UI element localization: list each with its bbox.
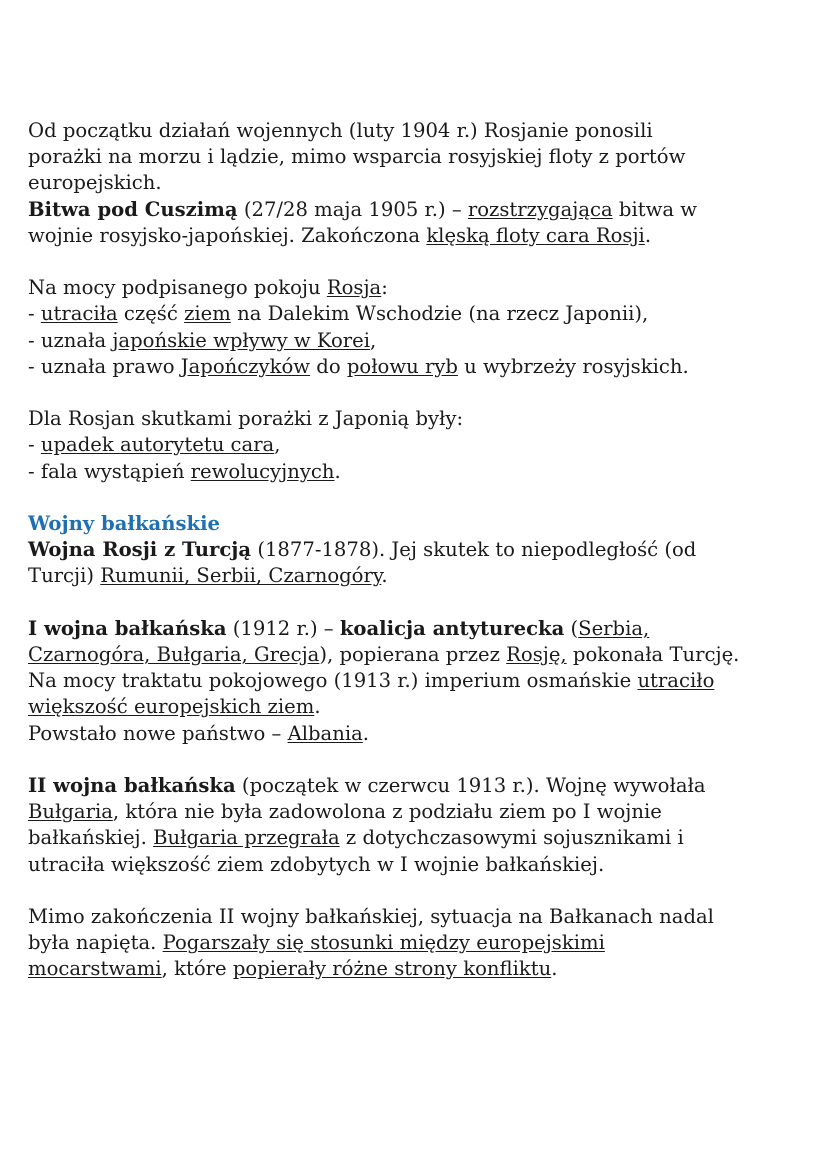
underlined-term: utraciło: [637, 669, 715, 693]
text-run: Na mocy podpisanego pokoju: [28, 276, 327, 300]
underlined-term: utraciła: [40, 302, 118, 326]
section-heading: [28, 511, 800, 537]
text-run: - uznała prawo: [28, 354, 181, 378]
underlined-term: połowu ryb: [346, 354, 458, 378]
text-run: (27/28 maja 1905 r.) –: [237, 197, 468, 221]
text-line: [28, 223, 800, 249]
text-line: [28, 197, 800, 223]
underlined-term: Czarnogóra, Bułgaria, Grecja: [28, 643, 320, 666]
blank-line: [28, 747, 800, 773]
text-run: .: [334, 459, 341, 483]
text-run: Turcji): [28, 564, 101, 588]
text-run: -: [28, 302, 41, 326]
text-run: Na mocy traktatu pokojowego (1913 r.) imperium osmańskie: [28, 669, 638, 693]
text-run: była napięta.: [28, 931, 163, 955]
text-run: (1912 r.) –: [226, 616, 340, 640]
text-run: do: [310, 354, 347, 378]
text-run: .: [551, 957, 558, 981]
text-run: na Dalekim Wschodzie (na rzecz Japonii),: [230, 302, 649, 326]
underlined-term: mocarstwami: [28, 957, 162, 981]
underlined-term: japońskie wpływy w Korei: [112, 328, 371, 352]
text-run: (: [564, 616, 579, 640]
text-run: część: [117, 302, 185, 326]
bold-term: Wojna Rosji z Turcją: [28, 538, 252, 562]
underlined-term: Bułgaria: [28, 800, 113, 824]
text-run: , które: [161, 957, 233, 981]
underlined-term: Bułgaria przegrała: [153, 826, 340, 850]
text-run: - fala wystąpień: [28, 459, 191, 483]
text-run: - uznała: [28, 328, 113, 352]
blank-line: [28, 249, 800, 275]
text-line: [28, 170, 800, 196]
bold-term: II wojna bałkańska: [28, 774, 236, 797]
text-run: Od początku działań wojennych (luty 1904 r.) Rosjanie ponosili: [28, 119, 653, 142]
text-line: [28, 668, 800, 694]
text-line: [28, 275, 800, 301]
text-run: z dotychczasowymi sojusznikami i: [339, 826, 684, 850]
text-run: .: [644, 223, 652, 247]
text-line: [28, 144, 800, 170]
text-line: [28, 616, 800, 642]
text-run: pokonała Turcję.: [566, 643, 740, 666]
text-line: [28, 118, 800, 144]
text-line: [28, 694, 800, 720]
text-line: [28, 904, 800, 930]
text-line: [28, 773, 800, 799]
text-run: europejskich.: [28, 171, 162, 195]
text-line: [28, 930, 800, 956]
text-line: [28, 354, 800, 380]
heading-text: Wojny bałkańskie: [28, 512, 220, 535]
underlined-term: większość europejskich ziem: [28, 695, 315, 719]
underlined-term: rozstrzygająca: [467, 197, 613, 221]
text-line: [28, 721, 800, 747]
text-line: [28, 799, 800, 825]
text-run: , która nie była zadowolona z podziału ziem po I wojnie: [112, 800, 662, 824]
document-body: [28, 118, 800, 983]
blank-line: [28, 878, 800, 904]
text-line: [28, 642, 800, 668]
underlined-term: klęską floty cara Rosji: [426, 223, 645, 247]
text-run: ,: [370, 328, 377, 352]
underlined-term: Rosja: [326, 276, 382, 300]
text-run: Powstało nowe państwo –: [28, 721, 288, 745]
text-run: ,: [274, 433, 281, 457]
underlined-term: Serbia,: [578, 616, 650, 640]
text-run: Mimo zakończenia II wojny bałkańskiej, sytuacja na Bałkanach nadal: [28, 905, 714, 928]
underlined-term: rewolucyjnych: [190, 459, 335, 483]
text-run: u wybrzeży rosyjskich.: [457, 354, 689, 378]
text-run: .: [381, 564, 388, 588]
text-line: [28, 459, 800, 485]
text-run: .: [362, 721, 370, 745]
bold-term: koalicja antyturecka: [339, 616, 565, 640]
underlined-term: ziem: [184, 302, 231, 326]
text-run: (1877-1878). Jej skutek to niepodległość (od: [251, 538, 697, 562]
text-line: [28, 406, 800, 432]
underlined-term: Japończyków: [180, 354, 311, 378]
text-line: [28, 301, 800, 327]
text-run: porażki na morzu i lądzie, mimo wsparcia rosyjskiej floty z portów: [28, 145, 686, 169]
text-line: [28, 537, 800, 563]
text-run: :: [381, 276, 388, 300]
underlined-term: Pogarszały się stosunki między europejskimi: [162, 931, 605, 955]
blank-line: [28, 380, 800, 406]
underlined-term: upadek autorytetu cara: [40, 433, 275, 457]
text-run: ), popierana przez: [319, 643, 507, 666]
text-run: -: [28, 433, 41, 457]
text-line: [28, 852, 800, 878]
text-run: bałkańskiej.: [28, 826, 154, 850]
text-run: (początek w czerwcu 1913 r.). Wojnę wywołała: [235, 774, 706, 797]
text-line: [28, 432, 800, 458]
bold-term: I wojna bałkańska: [28, 616, 227, 640]
text-line: [28, 563, 800, 589]
text-run: Dla Rosjan skutkami porażki z Japonią były:: [28, 407, 464, 431]
text-run: bitwa w: [612, 197, 698, 221]
underlined-term: Albania: [287, 721, 363, 745]
blank-line: [28, 590, 800, 616]
text-line: [28, 328, 800, 354]
text-run: .: [314, 695, 321, 719]
blank-line: [28, 485, 800, 511]
text-run: utraciła większość ziem zdobytych w I wojnie bałkańskiej.: [28, 852, 605, 876]
underlined-term: Rosję,: [506, 643, 567, 666]
bold-term: Bitwa pod Cuszimą: [28, 197, 238, 221]
text-run: wojnie rosyjsko-japońskiej. Zakończona: [28, 223, 427, 247]
text-line: [28, 956, 800, 982]
underlined-term: popierały różne strony konfliktu: [232, 957, 552, 981]
underlined-term: Rumunii, Serbii, Czarnogóry: [100, 564, 382, 588]
text-line: [28, 825, 800, 851]
